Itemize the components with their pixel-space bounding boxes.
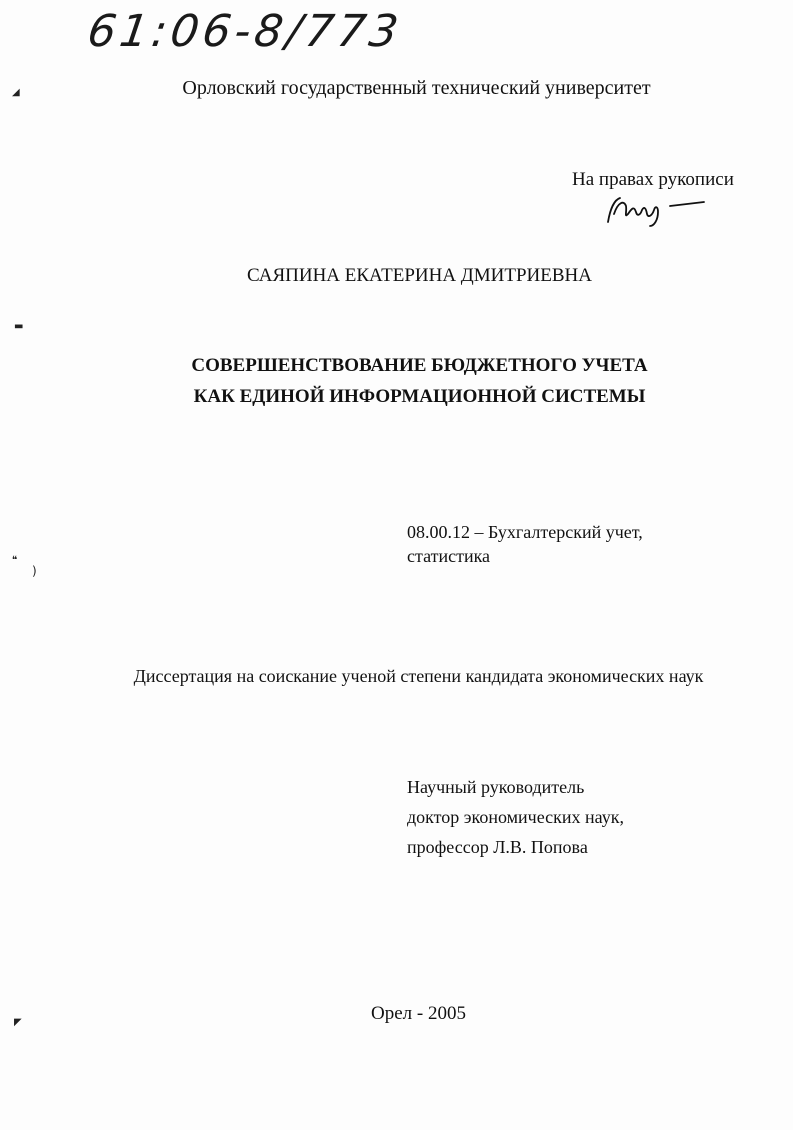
dissertation-title — [0, 350, 793, 412]
supervisor-name: профессор Л.В. Попова — [407, 837, 588, 857]
handwritten-signature — [600, 192, 710, 228]
degree-statement: Диссертация на соискание ученой степени кандидата экономических наук — [133, 666, 704, 686]
title-line-2: КАК ЕДИНОЙ ИНФОРМАЦИОННОЙ СИСТЕМЫ — [193, 386, 646, 407]
supervisor-role: Научный руководитель — [407, 777, 585, 797]
scan-mark: ◢ — [12, 87, 20, 98]
supervisor-degree: доктор экономических наук, — [407, 807, 624, 827]
specialty-line-2: статистика — [407, 546, 491, 566]
university-name: Орловский государственный технический университет — [182, 77, 651, 99]
city-and-year: Орел - 2005 — [371, 1003, 466, 1024]
scan-mark: ▬ — [14, 321, 24, 332]
supervisor-block — [407, 772, 624, 862]
scan-mark: ◤ — [14, 1017, 22, 1028]
manuscript-rights-note: На правах рукописи — [572, 169, 734, 190]
specialty-line-1: 08.00.12 – Бухгалтерский учет, — [407, 522, 643, 542]
scan-mark: ) — [32, 564, 37, 578]
handwritten-shelf-code: 61:06-8/773 — [84, 6, 406, 57]
author-name: САЯПИНА ЕКАТЕРИНА ДМИТРИЕВНА — [247, 265, 592, 286]
specialty-code — [407, 520, 643, 568]
scan-mark: ❝ — [12, 555, 18, 566]
title-line-1: СОВЕРШЕНСТВОВАНИЕ БЮДЖЕТНОГО УЧЕТА — [191, 355, 648, 376]
